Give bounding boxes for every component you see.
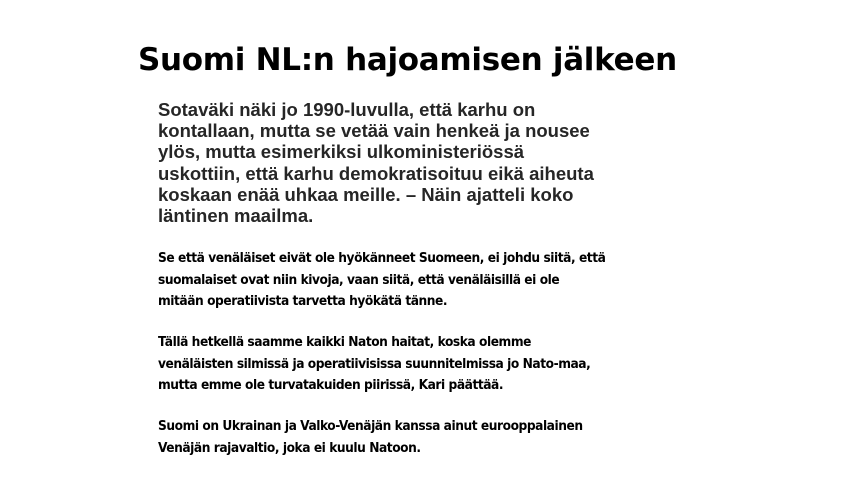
paragraph-line: suomalaiset ovat niin kivoja, vaan siitä, että venäläisillä ei ole — [158, 271, 560, 288]
paragraph-line: mutta emme ole turvatakuiden piirissä, Kari päättää. — [158, 377, 504, 393]
lead-line: koskaan enää uhkaa meille. – Näin ajatteli koko — [158, 183, 574, 205]
slide-title: Suomi NL:n hajoamisen jälkeen — [138, 42, 677, 78]
paragraph-line: Tällä hetkellä saamme kaikki Naton haitat, koska olemme — [158, 334, 531, 350]
body-paragraph-3 — [158, 416, 688, 459]
lead-line: läntinen maailma. — [158, 205, 314, 227]
paragraph-line: Venäjän rajavaltio, joka ei kuulu Natoon. — [158, 439, 421, 456]
body-paragraph-2 — [158, 332, 688, 397]
paragraph-line: venäläisten silmissä ja operatiivisissa suunnitelmissa jo Nato-maa, — [158, 355, 591, 372]
body-paragraph-1 — [158, 248, 688, 313]
lead-line: ylös, mutta esimerkiksi ulkoministeriössä — [158, 141, 525, 163]
lead-line: Sotaväki näki jo 1990-luvulla, että karhu on — [158, 99, 536, 120]
lead-line: kontallaan, mutta se vetää vain henkeä ja nousee — [158, 120, 590, 142]
paragraph-line: Se että venäläiset eivät ole hyökänneet Suomeen, ei johdu siitä, että — [158, 250, 606, 266]
lead-paragraph — [158, 99, 678, 226]
lead-line: uskottiin, että karhu demokratisoituu eikä aiheuta — [158, 162, 594, 184]
paragraph-line: Suomi on Ukrainan ja Valko-Venäjän kanssa ainut eurooppalainen — [158, 418, 583, 434]
paragraph-line: mitään operatiivista tarvetta hyökätä tänne. — [158, 293, 448, 309]
